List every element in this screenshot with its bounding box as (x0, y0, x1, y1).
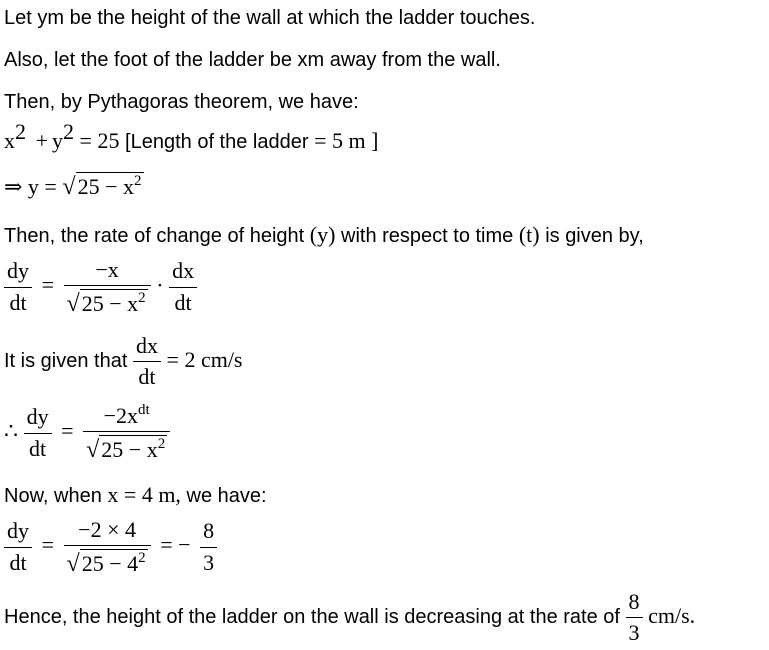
numerator: dy (7, 518, 29, 544)
denominator: dt (29, 435, 47, 461)
var-t-paren: (t) (518, 222, 540, 247)
equation-result (4, 518, 217, 576)
radicand: 25 − 4 (81, 551, 139, 577)
exponent: 2 (15, 119, 26, 144)
numerator: 8 (628, 589, 640, 614)
equation-substituted (4, 404, 170, 462)
radical-sign: √ (66, 550, 80, 577)
numerator: dx (172, 258, 195, 284)
text-line-rate (4, 224, 644, 246)
equals-negative: = − (160, 532, 191, 558)
radicand: 25 − x (101, 437, 158, 463)
given-line (4, 334, 243, 389)
fraction-8-3 (626, 590, 643, 645)
multiply-dot: · (156, 272, 164, 298)
text-line-3: Then, by Pythagoras theorem, we have: (4, 91, 359, 113)
denominator: dt (9, 289, 27, 315)
radicand: 25 − x (77, 174, 134, 199)
var-x: x (4, 128, 15, 153)
numerator: −2 × 4 (78, 517, 136, 542)
equals-sign: = (61, 418, 74, 444)
sqrt-expression (62, 172, 143, 199)
rate-mid-text: with respect to time (341, 225, 514, 247)
radicand: 25 − x (81, 291, 139, 317)
text-line-now (4, 484, 267, 506)
var-y-paren: (y) (309, 222, 336, 247)
numerator: 8 (203, 518, 215, 544)
text-line-1: Let ym be the height of the wall at which the ladder touches. (4, 7, 536, 29)
equals-25: = 25 (79, 128, 120, 153)
denominator: dt (9, 549, 27, 575)
rate-text: Then, the rate of change of height (4, 225, 305, 247)
exponent: 2 (134, 173, 142, 189)
now-text: Now, when (4, 485, 102, 507)
exponent: 2 (138, 550, 146, 567)
radical-sign: √ (86, 436, 100, 463)
exponent: 2 (62, 119, 74, 144)
equals-sign: = (41, 532, 54, 558)
fraction-8-3 (200, 519, 217, 574)
numerator: −x (95, 257, 119, 282)
fraction-neg8-sqrt (64, 518, 151, 576)
denominator: dt (138, 364, 156, 390)
conclusion-text: Hence, the height of the ladder on the wall is decreasing at the rate of (4, 605, 620, 628)
var-y: y (51, 128, 63, 153)
fraction-dy-dt (4, 259, 32, 314)
now-end-text: we have: (186, 485, 267, 507)
superscript-dt: dt (138, 402, 150, 418)
given-text: It is given that (4, 349, 128, 372)
exponent: 2 (138, 290, 146, 307)
fraction-dy-dt (24, 405, 52, 460)
rate-unit: cm/s. (648, 602, 696, 628)
fraction-negx-sqrt (64, 258, 151, 316)
given-value: = 2 cm/s (166, 346, 243, 372)
plus-sign: + (35, 128, 48, 153)
text-line-2: Also, let the foot of the ladder be xm away from the wall. (4, 49, 501, 71)
x-value: x = 4 m, (107, 482, 181, 507)
fraction-dx-dt (169, 259, 197, 314)
radical-sign: √ (66, 290, 80, 317)
equation-y (4, 172, 144, 199)
fraction-dx-dt (133, 334, 161, 389)
rate-end-text: is given by, (545, 225, 644, 247)
numerator: −2x (103, 403, 139, 428)
denominator: 3 (628, 620, 640, 646)
equation-derivative (4, 258, 197, 316)
equation-pythagoras (4, 119, 379, 153)
ladder-length: = 5 m ] (314, 128, 379, 153)
numerator: dy (26, 404, 49, 430)
radical-sign: √ (62, 173, 76, 200)
fraction-dy-dt (4, 519, 32, 574)
bracket-text: [Length of the ladder (125, 131, 309, 153)
fraction-neg2x-sqrt (83, 404, 170, 462)
implies-y: ⇒ y = (4, 173, 57, 199)
numerator: dy (7, 258, 29, 284)
equals-sign: = (41, 272, 54, 298)
therefore-sign: ∴ (4, 418, 18, 444)
denominator: 3 (203, 549, 215, 575)
conclusion-line (4, 590, 695, 645)
denominator: dt (174, 289, 192, 315)
numerator: dx (135, 333, 158, 358)
exponent: 2 (157, 436, 166, 453)
